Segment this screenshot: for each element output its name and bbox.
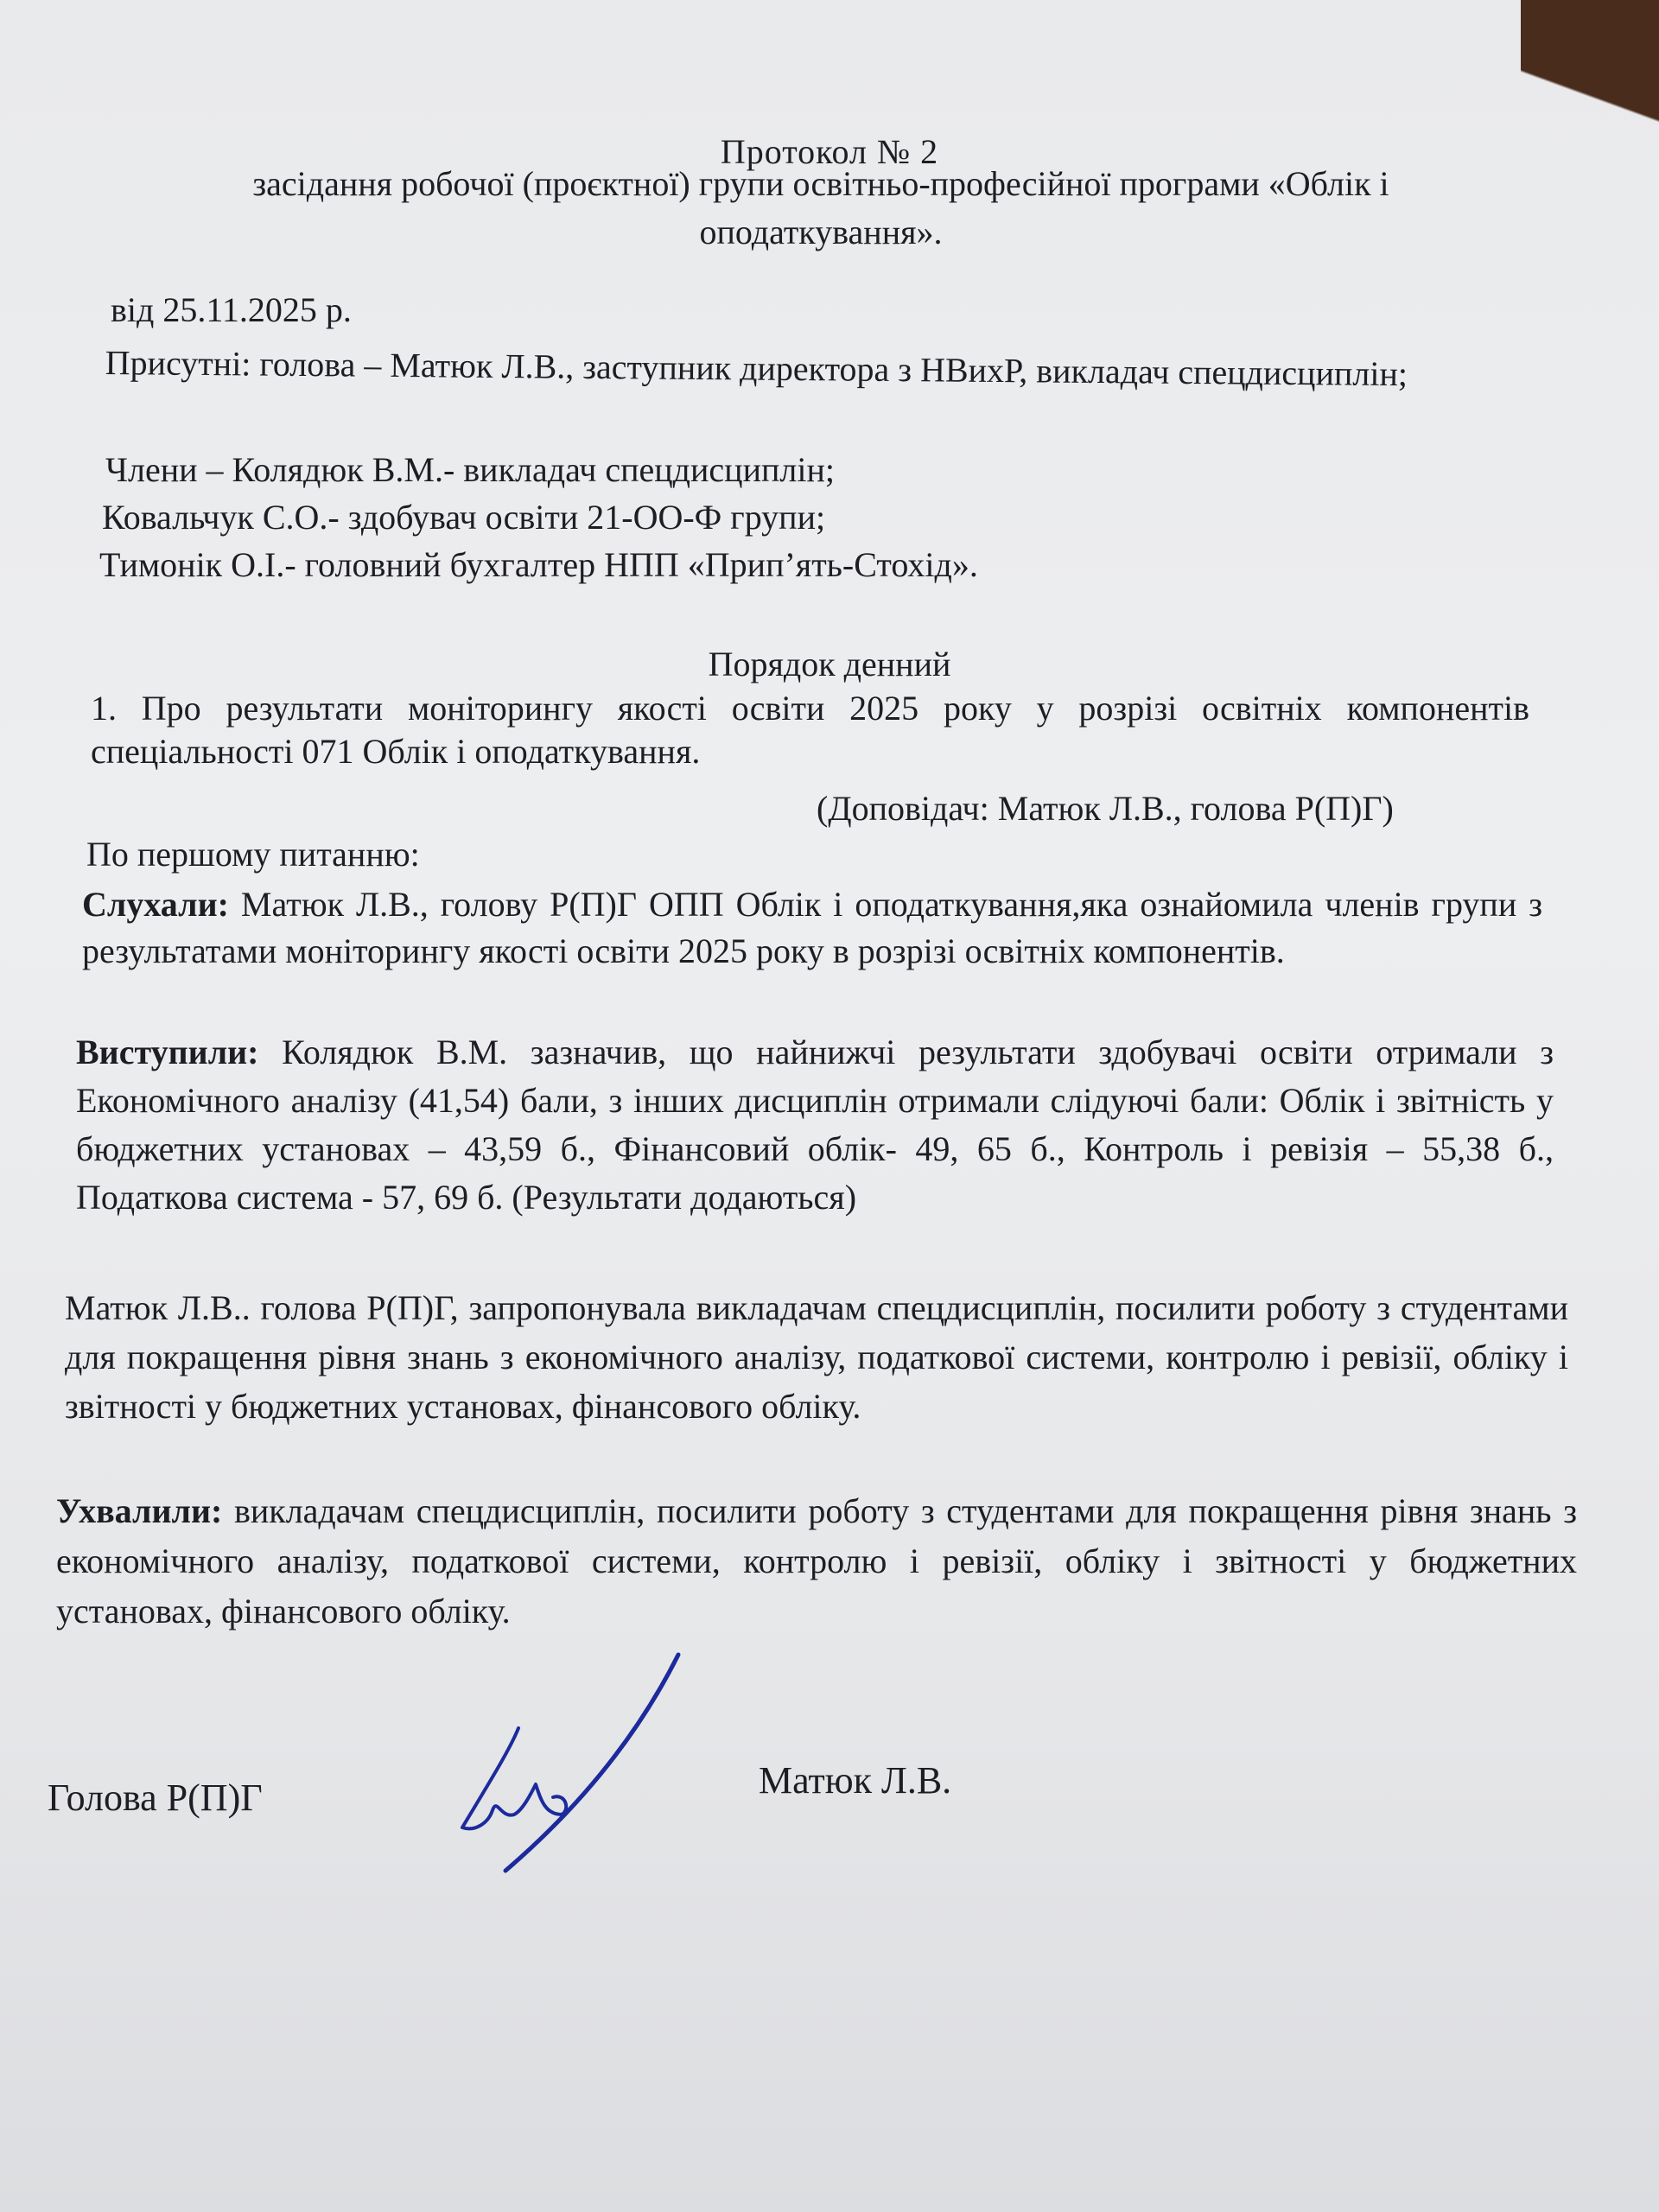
signature-name: Матюк Л.В. (759, 1759, 952, 1802)
resolved-text: викладачам спецдисциплін, посилити роботу з студентами для покращення рівня знань з економічного аналізу, податкової системи, контролю і ревізії, обліку і звітності у бюджетних установах, фінансового обліку. (56, 1491, 1577, 1630)
proposal-paragraph: Матюк Л.В.. голова Р(П)Г, запропонувала викладачам спецдисциплін, посилити роботу з студентами для покращення рівня знань з економічного аналізу, податкової системи, контролю і ревізії, обліку і звітності у бюджетних установах, фінансового обліку. (65, 1288, 1568, 1426)
agenda-speaker: (Доповідач: Матюк Л.В., голова Р(П)Г) (817, 789, 1394, 828)
resolved-section (56, 1486, 1577, 1637)
resolved-label: Ухвалили: (56, 1491, 223, 1530)
agenda-item-1: 1. Про результати моніторингу якості освіти 2025 року у розрізі освітніх компонентів спеціальності 071 Облік і оподаткування. (91, 689, 1529, 771)
document-subtitle: засідання робочої (проєктної) групи освітньо-професійної програми «Облік і оподаткування». (252, 164, 1389, 251)
handwritten-signature (449, 1646, 691, 1879)
document-title: Протокол № 2 (720, 132, 939, 171)
spoke-section (76, 1028, 1554, 1222)
member-2: Ковальчук С.О.- здобувач освіти 21-ОО-Ф групи; (102, 498, 826, 537)
first-question-heading: По першому питанню: (86, 835, 420, 874)
heard-section (82, 881, 1542, 975)
heard-text: Матюк Л.В., голову Р(П)Г ОПП Облік і оподаткування,яка ознайомила членів групи з результатами моніторингу якості освіти 2025 року в розрізі освітніх компонентів. (82, 885, 1542, 970)
signature-role: Голова Р(П)Г (48, 1777, 263, 1819)
attendees-chair: Присутні: голова – Матюк Л.В., заступник директора з НВихР, викладач спецдисциплін; (105, 342, 1408, 394)
page-corner-background (1521, 0, 1659, 216)
agenda-title: Порядок денний (708, 645, 951, 683)
member-3: Тимонік О.І.- головний бухгалтер НПП «Прип’ять-Стохід». (99, 545, 978, 584)
spoke-text: Колядюк В.М. зазначив, що найнижчі результати здобувачі освіти отримали з Економічного аналізу (41,54) бали, з інших дисциплін отримали слідуючі бали: Облік і звітність у бюджетних установах – 43,59 б., Фінансовий облік- 49, 65 б., Контроль і ревізія – 55,38 б., Податкова система - 57, 69 б. (Результати додаються) (76, 1033, 1554, 1217)
spoke-label: Виступили: (76, 1033, 259, 1071)
signature-stroke-long (505, 1655, 678, 1871)
member-1: Члени – Колядюк В.М.- викладач спецдисциплін; (105, 450, 835, 489)
signature-stroke-initials (462, 1728, 566, 1828)
heard-label: Слухали: (82, 885, 229, 924)
protocol-date: від 25.11.2025 р. (111, 290, 352, 329)
